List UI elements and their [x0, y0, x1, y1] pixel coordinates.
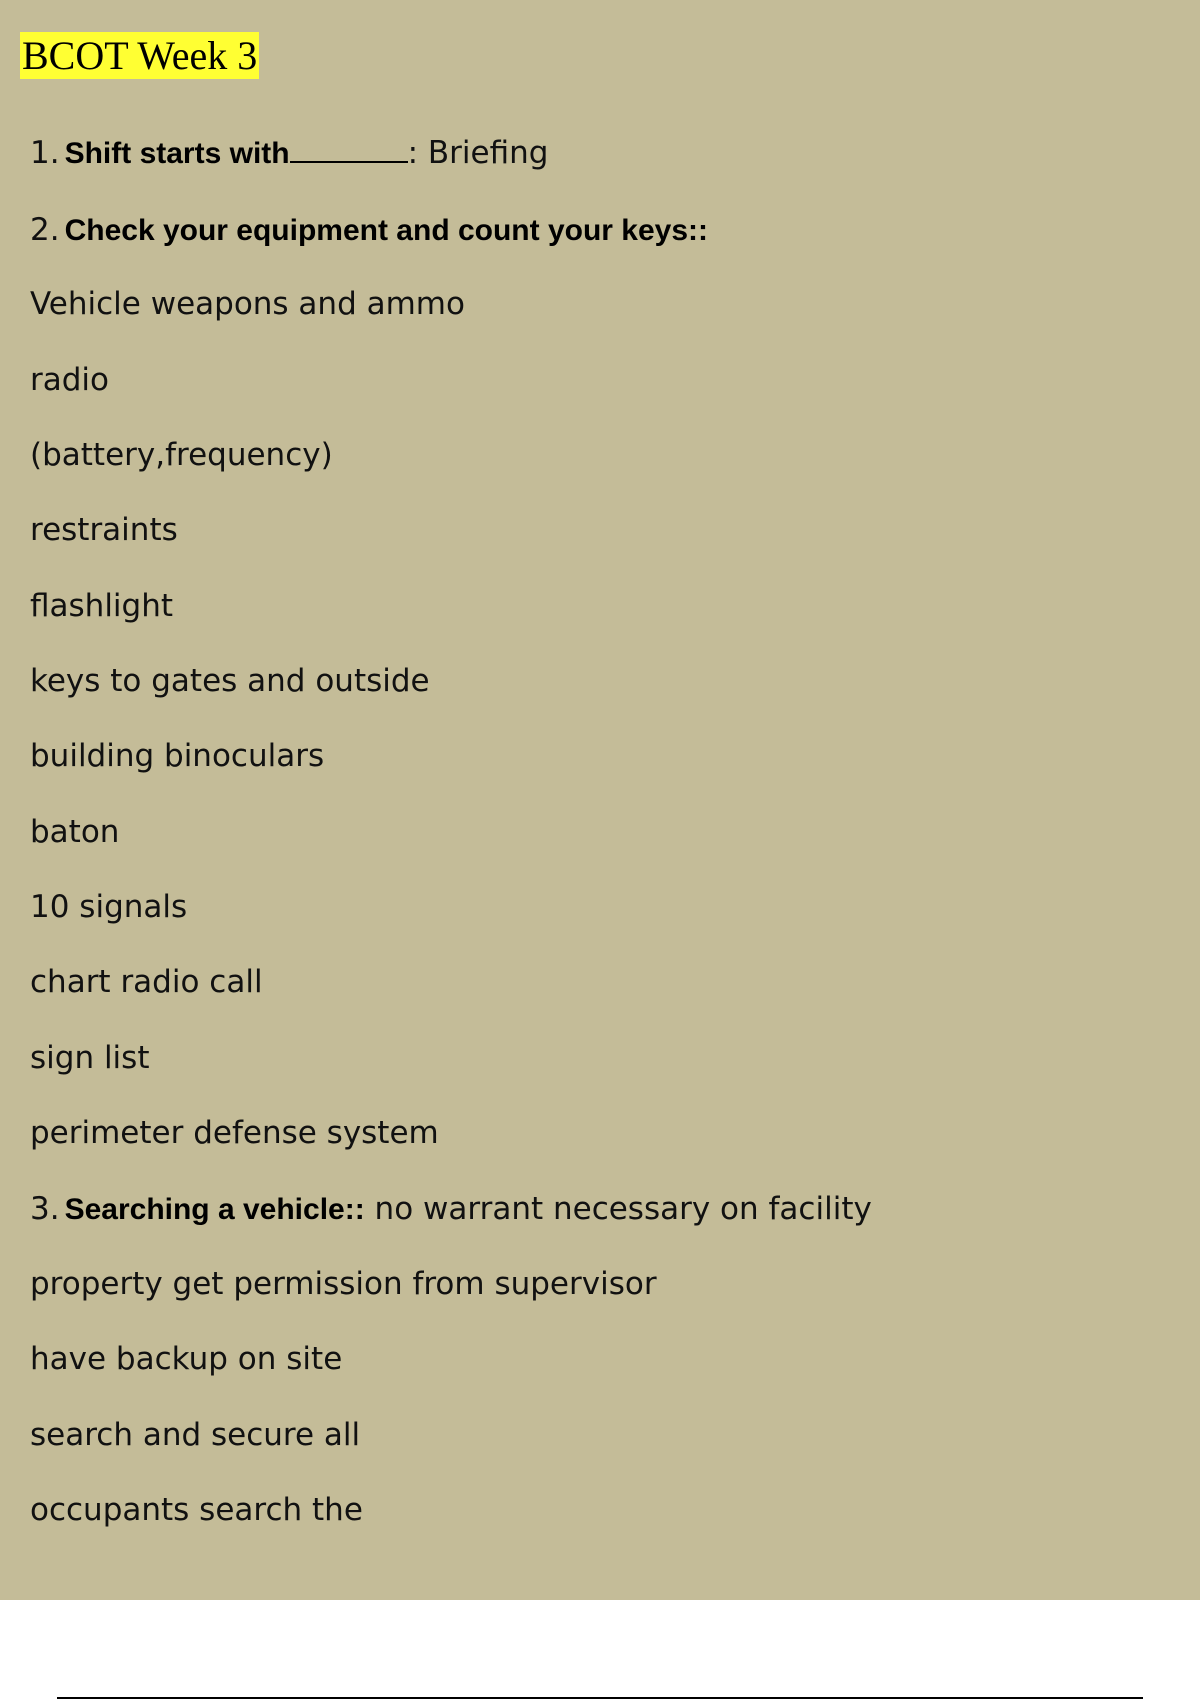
answer-line: property get permission from supervisor [30, 1266, 657, 1302]
question-1-blank [290, 139, 408, 163]
answer-line: Vehicle weapons and ammo [30, 286, 465, 322]
answer-line: have backup on site [30, 1341, 343, 1377]
question-1-prompt: Shift starts with [64, 137, 290, 170]
question-3-answer: no warrant necessary on facility [364, 1191, 872, 1227]
answer-line: perimeter defense system [30, 1115, 439, 1151]
question-2-number: 2. [30, 212, 60, 248]
question-1 [30, 133, 548, 173]
answer-line: chart radio call [30, 964, 263, 1000]
answer-line: sign list [30, 1040, 150, 1076]
question-1-answer: : Briefing [407, 135, 549, 171]
question-2 [30, 210, 708, 250]
answer-line: occupants search the [30, 1492, 363, 1528]
answer-line: flashlight [30, 588, 174, 624]
answer-line: keys to gates and outside [30, 663, 430, 699]
question-3-prompt: Searching a vehicle:: [64, 1193, 365, 1226]
footer-divider [57, 1697, 1143, 1699]
answer-line: search and secure all [30, 1417, 361, 1453]
question-2-prompt: Check your equipment and count your keys:: [64, 214, 709, 247]
document-title: BCOT Week 3 [22, 33, 258, 78]
answer-line: radio [30, 362, 109, 398]
answer-line: 10 signals [30, 889, 188, 925]
answer-line: restraints [30, 512, 178, 548]
question-3 [30, 1189, 872, 1229]
answer-line: (battery,frequency) [30, 437, 333, 473]
question-3-number: 3. [30, 1191, 60, 1227]
answer-line: baton [30, 814, 120, 850]
question-1-number: 1. [30, 135, 60, 171]
answer-line: building binoculars [30, 738, 325, 774]
